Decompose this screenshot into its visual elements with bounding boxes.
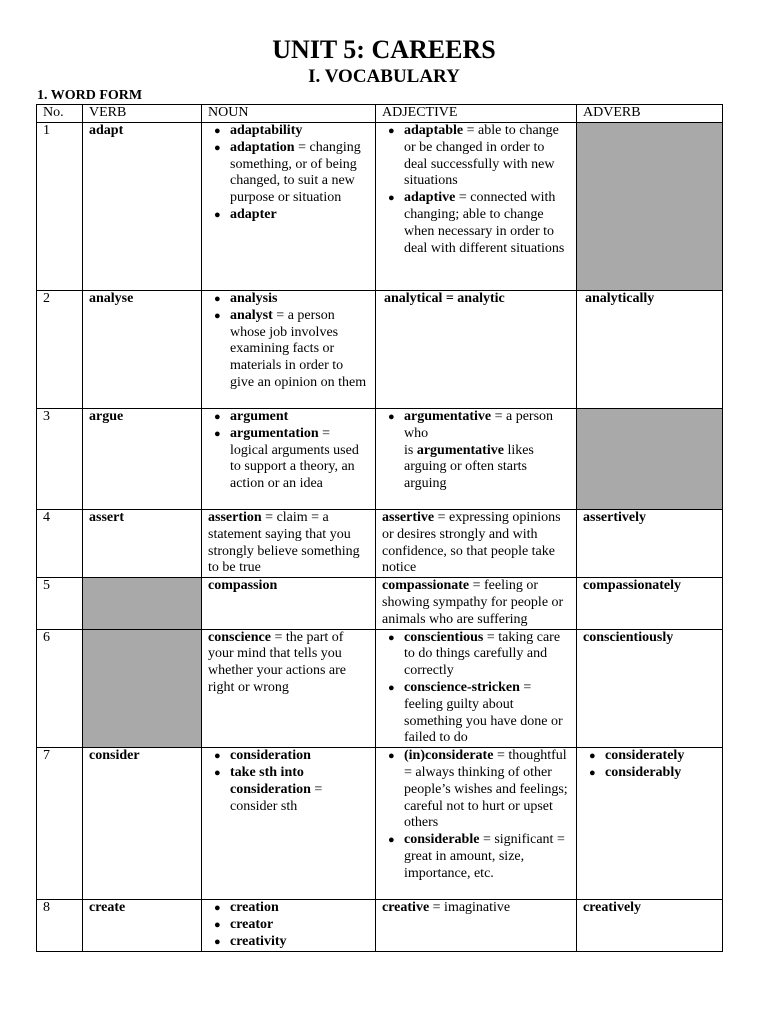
cell-verb-empty (83, 578, 202, 629)
list-item: ● conscientious = taking care to do things carefully and correctly (382, 630, 570, 680)
header-noun: NOUN (202, 105, 376, 123)
cell-adjective: analytical = analytic (376, 291, 577, 409)
cell-noun (202, 900, 376, 951)
cell-adjective: creative = imaginative (376, 900, 577, 951)
cell-no: 1 (37, 123, 83, 291)
cell-adjective (376, 629, 577, 748)
list-item: ● adaptability (208, 123, 369, 140)
cell-adverb: creatively (577, 900, 723, 951)
list-item: ● adaptable = able to change or be changed in order to deal successfully with new situations (382, 123, 570, 190)
cell-no: 2 (37, 291, 83, 409)
list-item: ● analysis (208, 291, 369, 308)
cell-adverb (577, 748, 723, 900)
table-header-row (37, 105, 723, 123)
cell-noun (202, 409, 376, 510)
cell-adverb: conscientiously (577, 629, 723, 748)
cell-verb: analyse (83, 291, 202, 409)
table-row (37, 900, 723, 951)
cell-noun: compassion (202, 578, 376, 629)
cell-noun (202, 748, 376, 900)
list-item: ● creation (208, 900, 369, 917)
list-item: ● analyst = a person whose job involves examining facts or materials in order to give an opinion on them (208, 308, 369, 392)
cell-no: 3 (37, 409, 83, 510)
cell-noun (202, 291, 376, 409)
list-item: ● (in)considerate = thoughtful = always thinking of other people’s wishes and feelings; careful not to hurt or upset others (382, 748, 570, 832)
list-item: ● creator (208, 917, 369, 934)
cell-no: 8 (37, 900, 83, 951)
table-row (37, 291, 723, 409)
list-item: ● consideration (208, 748, 369, 765)
table-row (37, 123, 723, 291)
table-row (37, 629, 723, 748)
header-no: No. (37, 105, 83, 123)
table-row (37, 578, 723, 629)
cell-verb-empty (83, 629, 202, 748)
list-item: ● considerably (583, 765, 716, 782)
cell-adjective: assertive = expressing opinions or desires strongly and with confidence, so that people take notice (376, 510, 577, 578)
table-row (37, 748, 723, 900)
cell-adverb: analytically (577, 291, 723, 409)
header-verb: VERB (83, 105, 202, 123)
page-title: UNIT 5: CAREERS (272, 35, 496, 64)
cell-adjective: compassionate = feeling or showing sympathy for people or animals who are suffering (376, 578, 577, 629)
cell-verb: assert (83, 510, 202, 578)
cell-no: 4 (37, 510, 83, 578)
list-item: ● take sth into consideration = consider sth (208, 765, 369, 815)
list-item: ● conscience-stricken = feeling guilty about something you have done or failed to do (382, 680, 570, 747)
cell-verb: create (83, 900, 202, 951)
list-item: ● considerately (583, 748, 716, 765)
header-adverb: ADVERB (577, 105, 723, 123)
cell-adjective (376, 409, 577, 510)
cell-verb: argue (83, 409, 202, 510)
list-item: ● creativity (208, 934, 369, 951)
list-item: ● adapter (208, 207, 369, 224)
cell-no: 6 (37, 629, 83, 748)
cell-adverb-empty (577, 123, 723, 291)
section-heading: 1. WORD FORM (37, 88, 143, 103)
list-item: ● argumentative = a person who is argumentative likes arguing or often starts arguing (382, 409, 570, 493)
page-subtitle: I. VOCABULARY (308, 66, 460, 87)
list-item: ● argumentation = logical arguments used to support a theory, an action or an idea (208, 426, 369, 493)
cell-no: 7 (37, 748, 83, 900)
list-item: ● argument (208, 409, 369, 426)
word-form-table (36, 104, 723, 952)
header-adjective: ADJECTIVE (376, 105, 577, 123)
cell-adverb: compassionately (577, 578, 723, 629)
cell-adjective (376, 748, 577, 900)
cell-verb: adapt (83, 123, 202, 291)
table-row (37, 409, 723, 510)
cell-noun (202, 123, 376, 291)
list-item: ● considerable = significant = great in amount, size, importance, etc. (382, 832, 570, 882)
list-item: ● adaptation = changing something, or of being changed, to suit a new purpose or situation (208, 140, 369, 207)
cell-no: 5 (37, 578, 83, 629)
cell-noun: assertion = claim = a statement saying that you strongly believe something to be true (202, 510, 376, 578)
cell-adjective (376, 123, 577, 291)
list-item: ● adaptive = connected with changing; able to change when necessary in order to deal with different situations (382, 190, 570, 257)
cell-adverb: assertively (577, 510, 723, 578)
cell-verb: consider (83, 748, 202, 900)
cell-noun: conscience = the part of your mind that tells you whether your actions are right or wrong (202, 629, 376, 748)
cell-adverb-empty (577, 409, 723, 510)
table-row (37, 510, 723, 578)
